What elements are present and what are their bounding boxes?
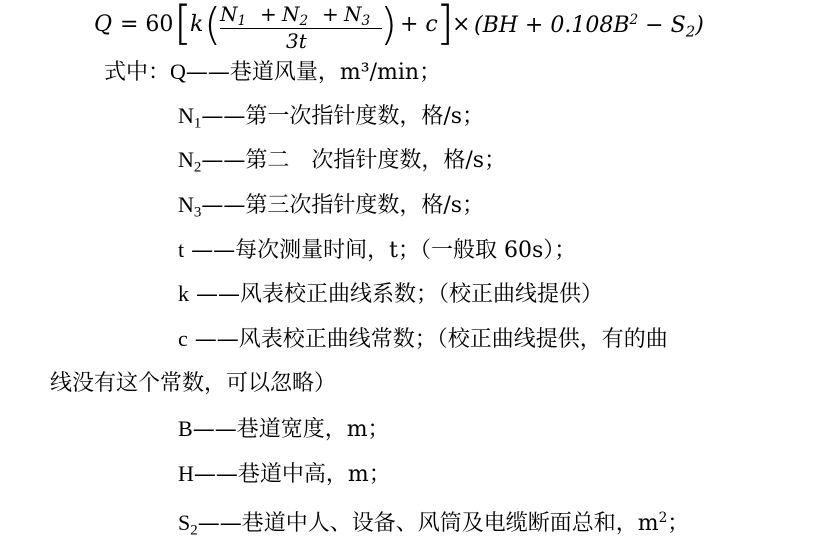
numerator-plus-1: + [260, 2, 277, 26]
def-t-text: ——每次测量时间，t；（一般取 60s）； [184, 238, 577, 263]
def-n3 [178, 191, 484, 226]
def-c-text: ——风表校正曲线常数；（校正曲线提供，有的曲 [187, 327, 668, 352]
def-h-text: ——巷道中高，m； [193, 462, 391, 487]
def-n1 [178, 102, 484, 137]
formula-times: × [452, 12, 471, 37]
def-k-symbol: k [178, 281, 189, 306]
defs-intro: 式中： [104, 60, 171, 85]
def-n2-symbol: $N_2$ [178, 147, 202, 176]
def-c [178, 325, 668, 354]
def-s2-sup: 2 [658, 510, 668, 526]
def-h [178, 460, 391, 489]
def-h-symbol: H [178, 461, 194, 486]
formula [94, 2, 814, 52]
formula-plus-c: + c [400, 12, 438, 37]
left-paren: ( [204, 0, 222, 50]
numerator-plus-2: + [322, 2, 339, 26]
def-b-symbol: B [178, 416, 193, 441]
def-n2 [178, 146, 506, 181]
def-b [178, 415, 390, 444]
left-bracket: [ [174, 0, 192, 50]
right-bracket: ] [436, 0, 454, 50]
def-c-symbol: c [178, 326, 188, 351]
denominator: 3t [286, 29, 307, 53]
def-n1-text: ——第一次指针度数，格/s； [201, 104, 485, 129]
def-s2 [178, 504, 689, 545]
def-s2-end: ； [667, 511, 690, 537]
fraction [220, 2, 388, 52]
def-s2-symbol: $S_2$ [178, 510, 198, 539]
def-t-symbol: t [178, 237, 185, 262]
formula-k: k [190, 12, 204, 37]
formula-lhs: Q [94, 12, 113, 37]
def-n3-symbol: $N_3$ [178, 192, 202, 221]
def-c-continuation: 线没有这个常数，可以忽略） [50, 371, 337, 396]
numerator: $N_1$ [220, 2, 247, 30]
def-q [104, 58, 441, 87]
def-n2-text: ——第二 次指针度数，格/s； [201, 148, 507, 173]
def-k-text: ——风表校正曲线系数；（校正曲线提供） [189, 282, 603, 307]
def-b-text: ——巷道宽度，m； [192, 417, 390, 442]
formula-tail: $(BH + 0.108B^2 - S_2)$ [474, 12, 704, 41]
numerator-n2: $N_2$ [282, 2, 309, 30]
def-q-text: ——巷道风量，m³/min； [185, 60, 442, 85]
numerator-n3: $N_3$ [344, 2, 371, 30]
def-n3-text: ——第三次指针度数，格/s； [201, 193, 485, 218]
def-n1-symbol: $N_1$ [178, 103, 202, 132]
def-t [178, 236, 576, 265]
def-k [178, 280, 603, 309]
right-paren: ) [380, 0, 398, 50]
def-s2-text: ——巷道中人、设备、风筒及电缆断面总和，m [197, 511, 659, 537]
formula-eq: = 60 [120, 12, 174, 37]
def-q-symbol: Q [170, 59, 186, 84]
